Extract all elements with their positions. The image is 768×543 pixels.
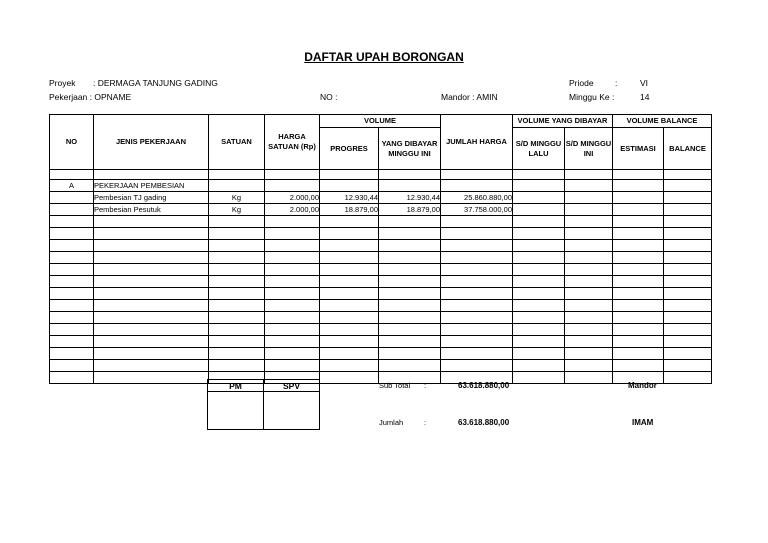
empty-table-row <box>50 276 712 288</box>
jumlah-value: 63.618.880,00 <box>458 418 510 427</box>
jumlah-label: Jumlah <box>379 418 404 427</box>
row-harga: 2.000,00 <box>265 204 320 216</box>
spv-label: SPV <box>264 380 320 392</box>
upah-table <box>49 114 712 384</box>
empty-table-row <box>50 312 712 324</box>
empty-table-row <box>50 348 712 360</box>
sd-ini-line1: S/D MINGGU <box>565 138 612 148</box>
minggu-value: 14 <box>640 92 650 102</box>
col-volume: VOLUME <box>320 115 441 128</box>
row-jumlah: 25.860.880,00 <box>441 192 513 204</box>
empty-table-row <box>50 264 712 276</box>
sd-lalu-line2: LALU <box>528 148 549 158</box>
section-row <box>50 180 712 192</box>
row-jenis: Pembesian TJ gading <box>94 192 209 204</box>
col-sd-lalu <box>513 128 565 170</box>
sd-lalu-line1: S/D MINGGU <box>515 138 562 148</box>
subtotal-value: 63.618.880,00 <box>458 381 510 390</box>
row-progres: 18.879,00 <box>320 204 379 216</box>
minggu-label: Minggu Ke : <box>569 92 615 102</box>
pm-label: PM <box>208 380 264 392</box>
jumlah-colon: : <box>424 418 427 427</box>
mandor-label: Mandor : AMIN <box>441 92 498 102</box>
empty-table-row <box>50 324 712 336</box>
section-no: A <box>50 180 94 192</box>
dibayar-line1: YANG DIBAYAR <box>381 138 438 148</box>
empty-table-row <box>50 216 712 228</box>
row-progres: 12.930,44 <box>320 192 379 204</box>
row-jenis: Pembesian Pesutuk <box>94 204 209 216</box>
row-harga: 2.000,00 <box>265 192 320 204</box>
empty-table-row <box>50 288 712 300</box>
no-label: NO : <box>320 92 338 102</box>
empty-table-row <box>50 300 712 312</box>
proyek-label: Proyek <box>49 78 76 88</box>
empty-rows <box>50 216 712 384</box>
subtotal-label: Sub Total <box>379 381 411 390</box>
row-satuan: Kg <box>209 192 265 204</box>
subtotal-colon: : <box>424 381 427 390</box>
dibayar-line2: MINGGU INI <box>388 148 431 158</box>
section-label: PEKERJAAN PEMBESIAN <box>94 180 209 192</box>
mandor-name: IMAM <box>632 418 654 427</box>
priode-label: Priode <box>569 78 594 88</box>
col-balance: BALANCE <box>664 128 712 170</box>
page-title: DAFTAR UPAH BORONGAN <box>304 50 464 64</box>
mandor-title: Mandor <box>628 381 657 390</box>
table-row <box>50 204 712 216</box>
col-satuan: SATUAN <box>209 115 265 170</box>
priode-value: VI <box>640 78 649 88</box>
row-satuan: Kg <box>209 204 265 216</box>
col-jumlah: JUMLAH HARGA <box>441 115 513 170</box>
empty-table-row <box>50 240 712 252</box>
empty-table-row <box>50 228 712 240</box>
col-vol-balance: VOLUME BALANCE <box>613 115 712 128</box>
sd-ini-line2: INI <box>583 148 594 158</box>
col-progres: PROGRES <box>320 128 379 170</box>
spv-sign-area <box>264 392 320 430</box>
col-estimasi: ESTIMASI <box>613 128 664 170</box>
pm-sign-area <box>208 392 264 430</box>
harga-line2: SATUAN (Rp) <box>268 142 316 151</box>
col-no: NO <box>50 115 94 170</box>
table-row <box>50 192 712 204</box>
empty-table-row <box>50 252 712 264</box>
col-harga <box>265 115 320 170</box>
empty-table-row <box>50 336 712 348</box>
col-dibayar <box>379 128 441 170</box>
pekerjaan-label: Pekerjaan : OPNAME <box>49 92 132 102</box>
signature-box <box>207 379 320 430</box>
col-jenis: JENIS PEKERJAAN <box>94 115 209 170</box>
row-dibayar: 12.930,44 <box>379 192 441 204</box>
col-sd-ini <box>565 128 613 170</box>
proyek-value: : DERMAGA TANJUNG GADING <box>93 78 218 88</box>
row-jumlah: 37.758.000,00 <box>441 204 513 216</box>
empty-table-row <box>50 360 712 372</box>
col-vol-dibayar: VOLUME YANG DIBAYAR <box>513 115 613 128</box>
priode-colon: : <box>615 78 618 88</box>
row-dibayar: 18.879,00 <box>379 204 441 216</box>
harga-line1: HARGA <box>278 132 306 141</box>
